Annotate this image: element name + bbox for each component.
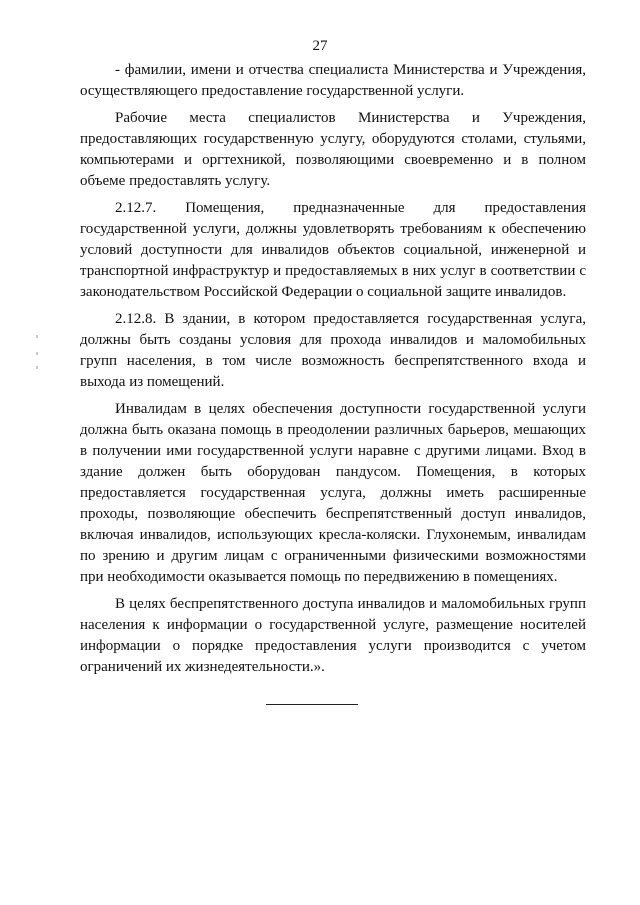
paragraph-staff-name: - фамилии, имени и отчества специалиста Министерства и Учреждения, осуществляющего предоставление государственной услуги. bbox=[80, 62, 586, 99]
document-body bbox=[80, 60, 586, 678]
paragraph-2-12-7: 2.12.7. Помещения, предназначенные для предоставления государственной услуги, должны удовлетворять требованиям к обеспечению условий доступности для инвалидов объектов социальной, инженерной и транспортной инфраструктур и предоставляемых в них услуг в соответствии с законодательством Российской Федерации о социальной защите инвалидов. bbox=[80, 200, 586, 300]
scan-margin-mark bbox=[36, 352, 38, 355]
paragraph-2-12-8: 2.12.8. В здании, в котором предоставляется государственная услуга, должны быть созданы условия для прохода инвалидов и маломобильных групп населения, в том числе возможность беспрепятственного входа и выхода из помещений. bbox=[80, 311, 586, 390]
page-number: 27 bbox=[312, 38, 328, 54]
paragraph-assistance: Инвалидам в целях обеспечения доступности государственной услуги должна быть оказана помощь в преодолении различных барьеров, мешающих в получении ими государственной услуги наравне с другими лицами. Вход в здание должен быть оборудован пандусом. Помещения, в которых предоставляется государственная услуга, должны иметь расширенные проходы, позволяющие обеспечить беспрепятственный доступ инвалидов, включая инвалидов, использующих кресла-коляски. Глухонемым, инвалидам по зрению и другим лицам с ограниченными физическими возможностями при необходимости оказывается помощь по передвижению в помещениях. bbox=[80, 401, 586, 585]
scan-margin-mark bbox=[36, 335, 38, 338]
scan-margin-mark bbox=[36, 366, 38, 369]
paragraph-information-access: В целях беспрепятственного доступа инвалидов и маломобильных групп населения к информации о государственной услуге, размещение носителей информации о порядке предоставления услуги производится с учетом ограничений их жизнедеятельности.». bbox=[80, 596, 586, 675]
end-of-document-rule bbox=[266, 704, 358, 705]
paragraph-workplaces: Рабочие места специалистов Министерства и Учреждения, предоставляющих государственную услугу, оборудуются столами, стульями, компьютерами и оргтехникой, позволяющими своевременно и в полном объеме предоставлять услугу. bbox=[80, 110, 586, 189]
